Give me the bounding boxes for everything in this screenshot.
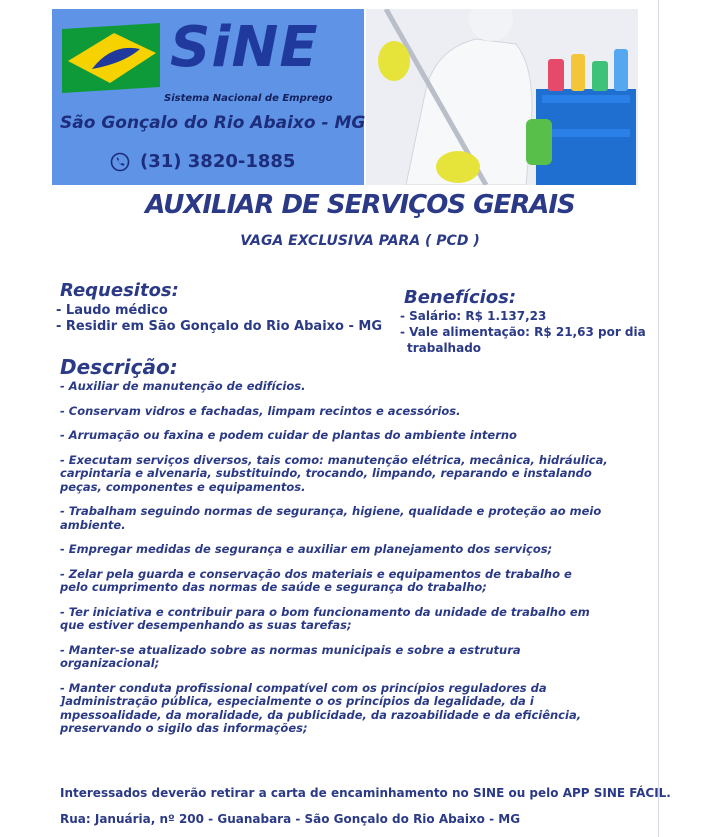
cleaning-worker-illustration [366, 9, 638, 185]
page-edge-divider [658, 0, 659, 837]
description-item: - Auxiliar de manutenção de edifícios. [60, 379, 306, 393]
requirements-list [56, 303, 382, 335]
description-item: - Conservam vidros e fachadas, limpam recintos e acessórios. [60, 403, 461, 418]
sine-brand-logo: SiNE [170, 15, 319, 80]
benefit-item: - Salário: R$ 1.137,23 [400, 309, 547, 323]
description-item: - Empregar medidas de segurança e auxiliar em planejamento dos serviços; [60, 542, 553, 556]
description-item: - Manter-se atualizado sobre as normas municipais e sobre a estrutura organizacional; [60, 642, 521, 670]
phone-icon [110, 152, 130, 172]
cleaning-worker-photo [366, 9, 638, 185]
description-item: - Ter iniciativa e contribuir para o bom funcionamento da unidade de trabalho em que estiver desempenhando as suas tarefas; [60, 604, 590, 632]
benefits-list [400, 308, 646, 356]
description-item: - Zelar pela guarda e conservação dos materiais e equipamentos de trabalho e pelo cumprimento das normas de saúde e segurança do trabalho; [60, 566, 572, 594]
phone-number: (31) 3820-1885 [140, 151, 296, 172]
benefit-item: - Vale alimentação: R$ 21,63 por dia [400, 325, 646, 339]
requirement-item: - Residir em São Gonçalo do Rio Abaixo - MG [56, 319, 383, 334]
benefits-heading: Benefícios: [404, 287, 517, 308]
description-list [60, 379, 608, 747]
description-item: - Trabalham seguindo normas de segurança, higiene, qualidade e proteção ao meio ambiente. [60, 504, 602, 532]
description-item: - Executam serviços diversos, tais como: manutenção elétrica, mecânica, hidráulica, carpintaria e alvenaria, substituindo, trocando, limpando, reparando e instalando peças, componentes e equipamentos. [60, 452, 608, 494]
office-address: Rua: Januária, nº 200 - Guanabara - São Gonçalo do Rio Abaixo - MG [60, 812, 521, 826]
city-label: São Gonçalo do Rio Abaixo - MG [60, 113, 366, 133]
description-item: - Manter conduta profissional compatível com os princípios reguladores da ]administração pública, especialmente o os princípios da legalidade, da i mpessoalidade, da moralidade, da publicidade, da razoabilidade e da eficiência, preservando o sigilo das informações; [60, 680, 582, 735]
requirement-item: - Laudo médico [56, 303, 168, 318]
description-heading: Descrição: [60, 355, 178, 379]
sine-header-banner [52, 9, 364, 185]
brand-subtitle: Sistema Nacional de Emprego [164, 93, 333, 104]
description-item: - Arrumação ou faxina e podem cuidar de plantas do ambiente interno [60, 428, 517, 442]
phone-contact [110, 151, 295, 172]
benefit-item-continuation: trabalhado [407, 341, 482, 355]
brazil-flag-logo [62, 23, 160, 93]
job-title: AUXILIAR DE SERVIÇOS GERAIS [145, 190, 575, 220]
application-instructions: Interessados deverão retirar a carta de encaminhamento no SINE ou pelo APP SINE FÁCIL. [60, 786, 671, 800]
requirements-heading: Requesitos: [60, 280, 179, 301]
job-subtitle: VAGA EXCLUSIVA PARA ( PCD ) [240, 233, 480, 249]
